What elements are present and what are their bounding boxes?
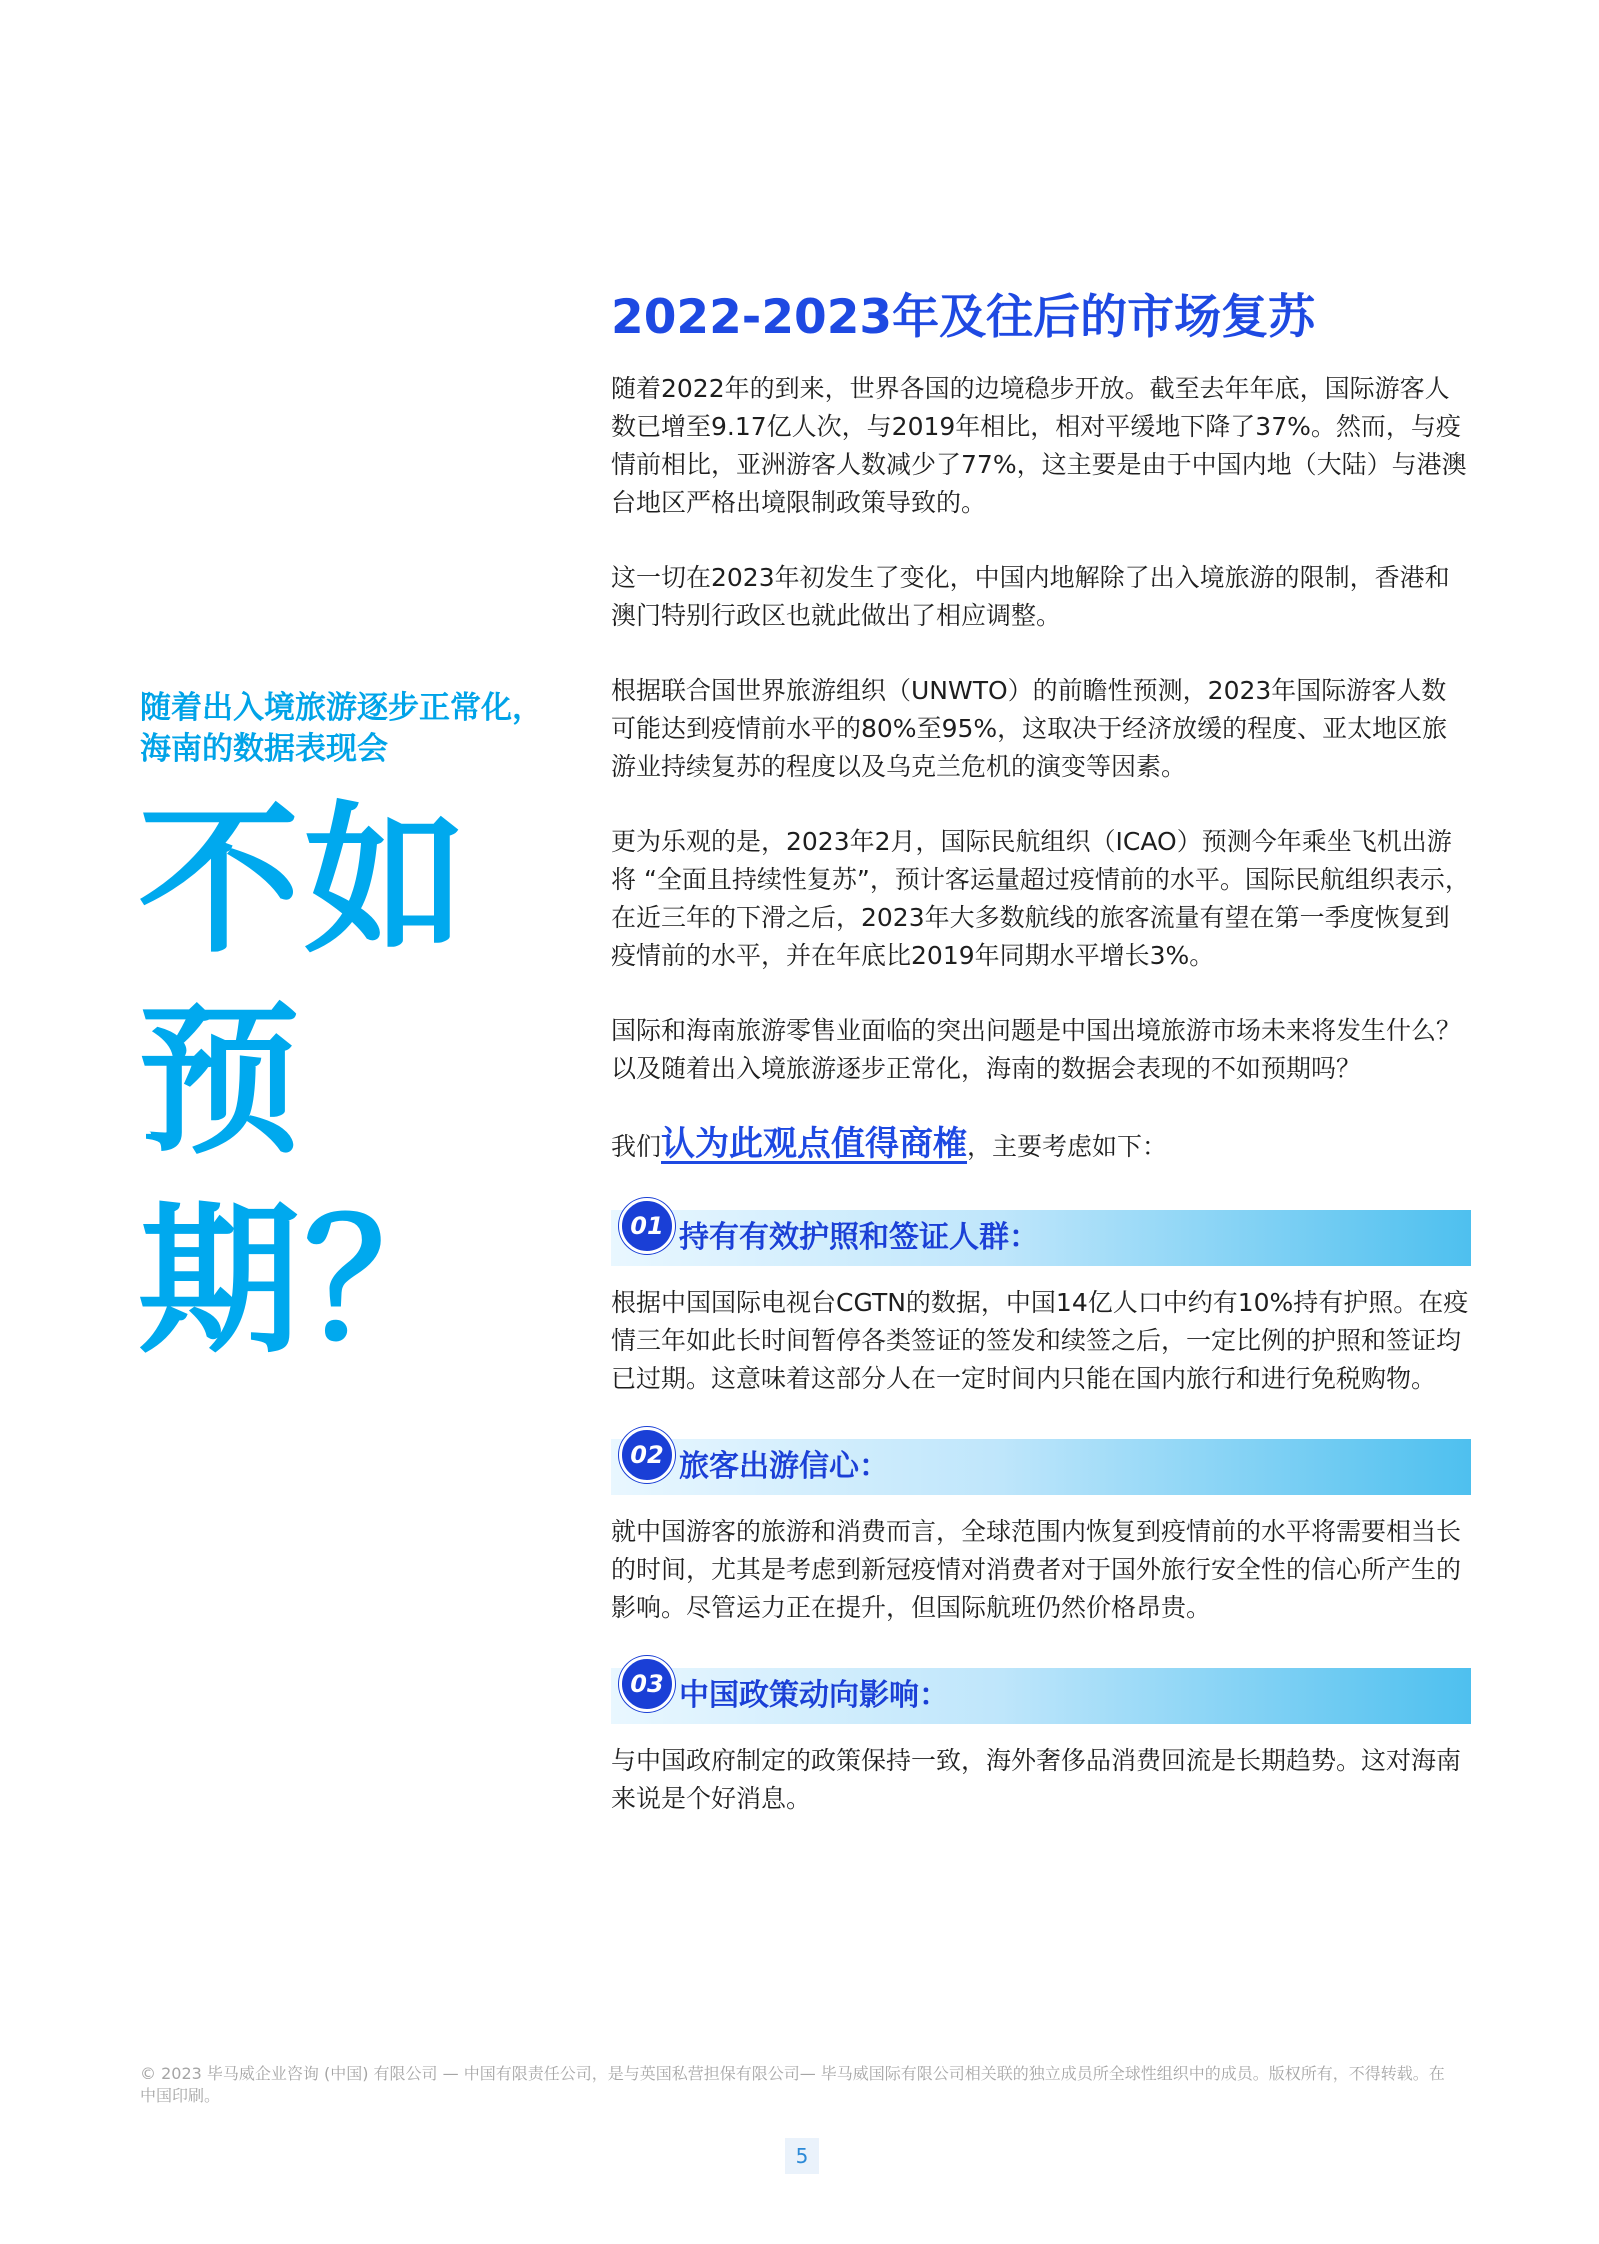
paragraph-1: 随着2022年的到来，世界各国的边境稳步开放。截至去年年底，国际游客人数已增至9.17亿人次，与2019年相比，相对平缓地下降了37%。然而，与疫情前相比，亚洲游客人数减少了77%，这主要是由于中国内地（大陆）与港澳台地区严格出境限制政策导致的。: [611, 374, 1467, 517]
section-number-badge: 03: [619, 1656, 675, 1712]
intro-prefix: 我们: [611, 1132, 662, 1161]
paragraph-4: 更为乐观的是，2023年2月，国际民航组织（ICAO）预测今年乘坐飞机出游将 “全面且持续性复苏”，预计客运量超过疫情前的水平。国际民航组织表示，在近三年的下滑之后，2023年大多数航线的旅客流量有望在第一季度恢复到疫情前的水平，并在年底比2019年同期水平增长3%。: [611, 827, 1470, 970]
sidebar-headline-line1: 不如: [138, 788, 470, 976]
paragraph-5: 国际和海南旅游零售业面临的突出问题是中国出境旅游市场未来将发生什么？以及随着出入境旅游逐步正常化，海南的数据会表现的不如预期吗？: [611, 1016, 1462, 1083]
sidebar-headline-line2: 预期？: [138, 988, 470, 1376]
section-body-1: 根据中国国际电视台CGTN的数据，中国14亿人口中约有10%持有护照。在疫情三年如此长时间暂停各类签证的签发和续签之后，一定比例的护照和签证均已过期。这意味着这部分人在一定时间内只能在国内旅行和进行免税购物。: [611, 1288, 1469, 1393]
section-title: 中国政策动向影响：: [679, 1678, 949, 1713]
footer-copyright: © 2023 毕马威企业咨询 (中国) 有限公司 — 中国有限责任公司，是与英国私营担保有限公司— 毕马威国际有限公司相关联的独立成员所全球性组织中的成员。版权所有，不得转载。在中国印刷。: [140, 2064, 1445, 2105]
section-header-2: [611, 1435, 1471, 1495]
section-header-3: [611, 1664, 1471, 1724]
sidebar-subtitle: 随着出入境旅游逐步正常化，海南的数据表现会: [140, 690, 543, 767]
main-content: [611, 288, 1471, 1855]
page-number: 5: [785, 2138, 819, 2174]
section-title: 持有有效护照和签证人群：: [679, 1220, 1039, 1255]
section-body-3: 与中国政府制定的政策保持一致，海外奢侈品消费回流是长期趋势。这对海南来说是个好消息。: [611, 1746, 1462, 1813]
section-title: 旅客出游信心：: [679, 1449, 889, 1484]
section-number-badge: 01: [619, 1198, 675, 1254]
intro-emphasis: 认为此观点值得商榷: [661, 1124, 968, 1164]
section-header-1: [611, 1206, 1471, 1266]
paragraph-2: 这一切在2023年初发生了变化，中国内地解除了出入境旅游的限制，香港和澳门特别行政区也就此做出了相应调整。: [611, 563, 1450, 630]
sidebar-headline: [138, 782, 598, 1382]
intro-line: [611, 1125, 1471, 1166]
section-number-badge: 02: [619, 1427, 675, 1483]
intro-suffix: ，主要考虑如下：: [967, 1132, 1168, 1161]
paragraph-3: 根据联合国世界旅游组织（UNWTO）的前瞻性预测，2023年国际游客人数可能达到疫情前水平的80%至95%，这取决于经济放缓的程度、亚太地区旅游业持续复苏的程度以及乌克兰危机的演变等因素。: [611, 676, 1448, 781]
page-title: 2022-2023年及往后的市场复苏: [611, 290, 1316, 345]
section-body-2: 就中国游客的旅游和消费而言，全球范围内恢复到疫情前的水平将需要相当长的时间，尤其是考虑到新冠疫情对消费者对于国外旅行安全性的信心所产生的影响。尽管运力正在提升，但国际航班仍然价格昂贵。: [611, 1517, 1462, 1622]
